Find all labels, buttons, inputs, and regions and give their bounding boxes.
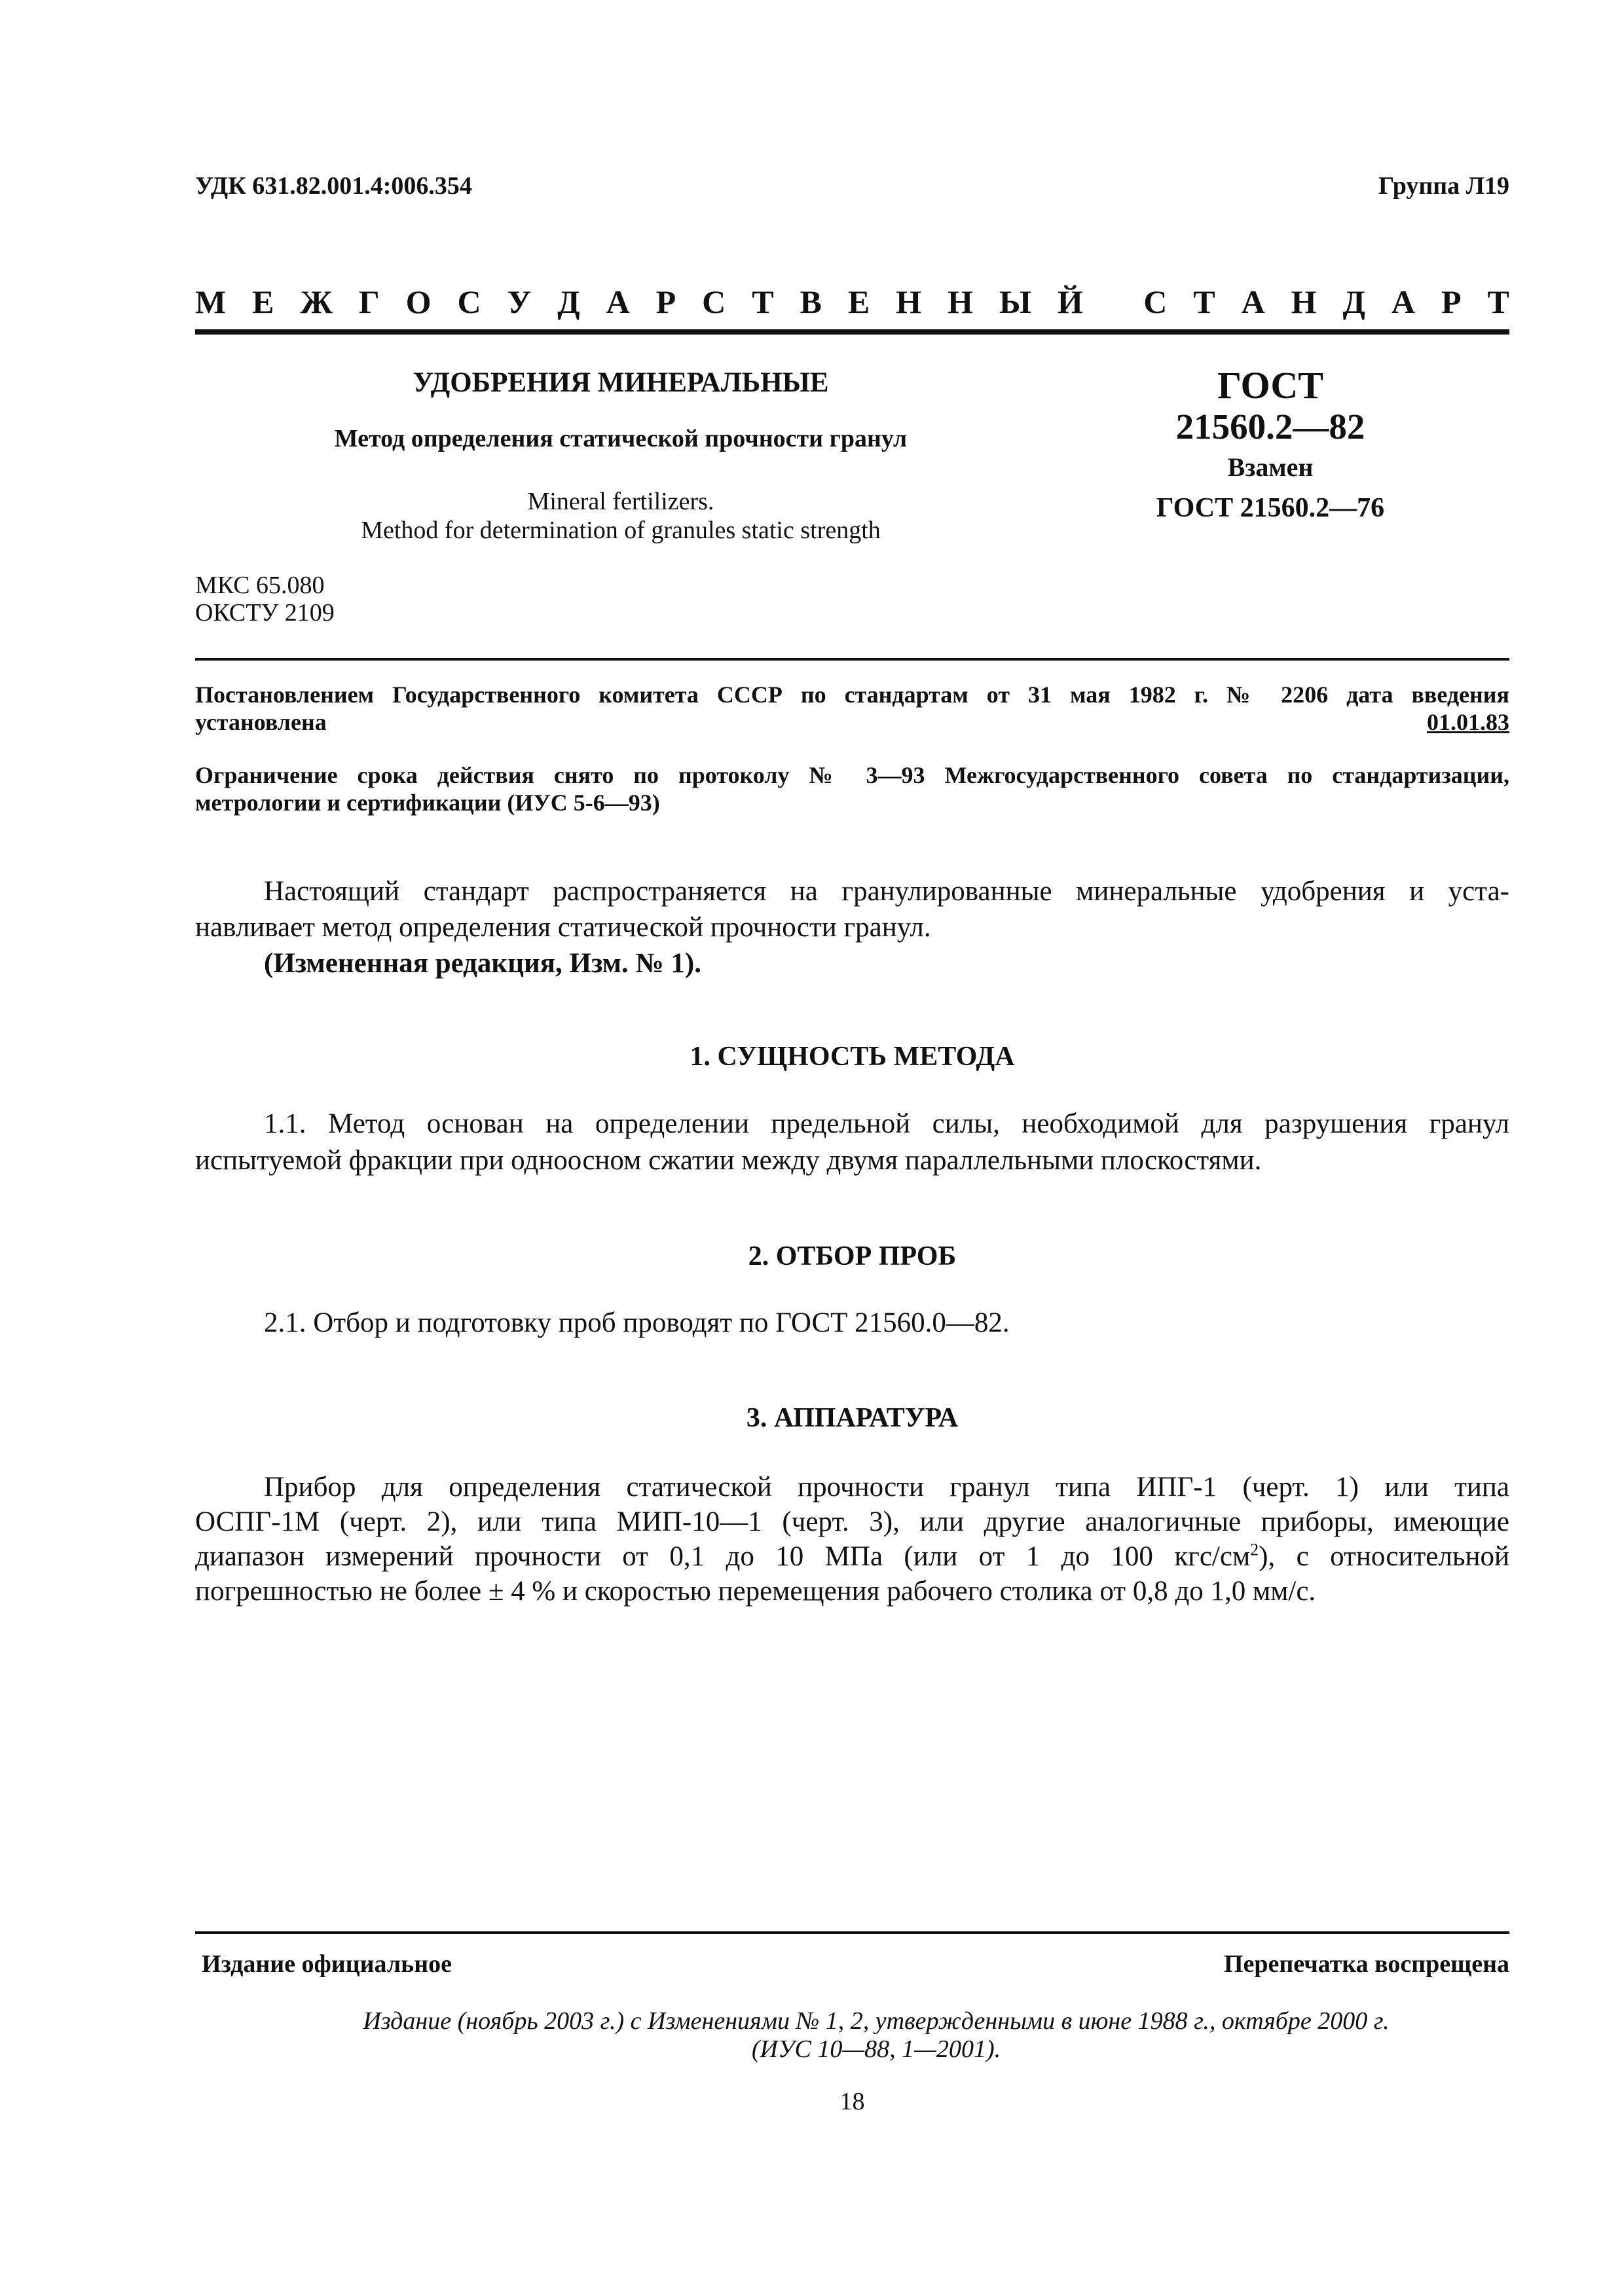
standard-type-letter: Т [1487, 283, 1509, 320]
edition-note-line1: Издание (ноябрь 2003 г.) с Изменениями № 1, 2, утвержденными в июне 1988 г., октябре 2000 г. [363, 2007, 1390, 2035]
standard-type-letter: С [457, 283, 481, 320]
standard-type-letter: А [1391, 283, 1415, 320]
standard-type-letter: В [800, 283, 822, 320]
gost-label: ГОСТ [1217, 364, 1323, 407]
gost-number: 21560.2—82 [1175, 407, 1365, 446]
standard-type-letter: Т [1193, 283, 1215, 320]
standard-type-text [195, 283, 1509, 321]
section-2-title: 2. ОТБОР ПРОБ [748, 1241, 957, 1271]
standard-type-letter: Н [1291, 283, 1317, 320]
section-1-title: 1. СУЩНОСТЬ МЕТОДА [690, 1042, 1015, 1072]
decree-line1: Постановлением Государственного комитета СССР по стандартам от 31 мая 1982 г. № 2206 дата введения [195, 682, 1509, 708]
document-title: УДОБРЕНИЯ МИНЕРАЛЬНЫЕ [413, 367, 829, 398]
reprint-prohibited-label: Перепечатка воспрещена [1223, 1950, 1509, 1978]
mks-code: МКС 65.080 [195, 572, 325, 599]
standard-type-letter: А [1241, 283, 1265, 320]
udc-code: УДК 631.82.001.4:006.354 [195, 172, 472, 200]
standard-type-letter: Р [655, 283, 676, 320]
standard-type-letter: С [702, 283, 726, 320]
section-3-title: 3. АППАРАТУРА [746, 1403, 959, 1433]
section-1-para-line2: испытуемой фракции при одноосном сжатии между двумя параллельными плоскостями. [195, 1145, 1262, 1176]
standard-type-letter: Д [1342, 283, 1365, 320]
standard-type-letter: Ы [999, 283, 1031, 320]
section-3-para-line2: ОСПГ-1М (черт. 2), или типа МИП-10—1 (черт. 3), или другие аналогичные приборы, имеющие [195, 1506, 1509, 1537]
standard-type-letter: Е [252, 283, 274, 320]
superscript-2: 2 [1250, 1540, 1259, 1559]
standard-type-letter: У [507, 283, 532, 320]
okstu-code: ОКСТУ 2109 [195, 599, 335, 627]
page-number: 18 [839, 2088, 865, 2115]
section-2-para: 2.1. Отбор и подготовку проб проводят по ГОСТ 21560.0—82. [264, 1307, 1010, 1338]
section-3-para-line1: Прибор для определения статической прочности гранул типа ИПГ-1 (черт. 1) или типа [264, 1472, 1509, 1503]
section-3-para-line4: погрешностью не более ± 4 % и скоростью перемещения рабочего столика от 0,8 до 1,0 мм/с. [195, 1576, 1316, 1607]
scope-amendment: (Измененная редакция, Изм. № 1). [264, 948, 701, 979]
replaces-number: ГОСТ 21560.2—76 [1156, 493, 1385, 523]
standard-type-letter: Т [752, 283, 774, 320]
document-subtitle: Метод определения статической прочности гранул [334, 425, 908, 452]
section-3-line3-part-a: диапазон измерений прочности от 0,1 до 10 МПа (или от 1 до 100 кгс/см [195, 1541, 1251, 1572]
standard-type-letter: Г [358, 283, 380, 320]
standard-type-letter: Н [896, 283, 922, 320]
standard-type-letter: М [195, 283, 227, 320]
limit-line1: Ограничение срока действия снято по протоколу № 3—93 Межгосударственного совета по стандартизации, [195, 762, 1509, 788]
english-title-line2: Method for determination of granules static strength [361, 517, 881, 544]
section-3-line3-part-b: ), с относительной [1259, 1541, 1509, 1572]
replaces-label: Взамен [1227, 452, 1314, 482]
english-title-line1: Mineral fertilizers. [527, 488, 714, 515]
scope-line2: навливает метод определения статической прочности гранул. [195, 912, 931, 943]
limit-line2: метрологии и сертификации (ИУС 5-6—93) [195, 790, 660, 816]
group-code: Группа Л19 [1378, 172, 1509, 200]
standard-type-letter: Н [948, 283, 973, 320]
standard-type-letter: А [606, 283, 630, 320]
section-1-para-line1: 1.1. Метод основан на определении предельной силы, необходимой для разрушения гранул [264, 1108, 1509, 1139]
standard-type-word-gap [1109, 283, 1118, 321]
mid-rule [195, 658, 1509, 661]
standard-type-letter: О [405, 283, 432, 320]
decree-line2: установлена [195, 709, 327, 735]
edition-note-line2: (ИУС 10—88, 1—2001). [751, 2035, 1001, 2063]
official-edition-label: Издание официальное [202, 1950, 452, 1978]
standard-type-letter: Д [557, 283, 580, 320]
decree-date: 01.01.83 [1427, 709, 1509, 735]
top-rule [195, 329, 1509, 335]
footer-rule [195, 1931, 1509, 1934]
standard-type-heading [195, 283, 1509, 321]
standard-type-letter: С [1143, 283, 1168, 320]
scope-line1: Настоящий стандарт распространяется на гранулированные минеральные удобрения и уста- [264, 876, 1509, 907]
standard-type-letter: Е [847, 283, 870, 320]
standard-type-letter: Р [1441, 283, 1462, 320]
standard-type-letter: Ж [300, 283, 333, 320]
standard-type-letter: Й [1057, 283, 1083, 320]
section-3-para-line3 [195, 1539, 1509, 1575]
